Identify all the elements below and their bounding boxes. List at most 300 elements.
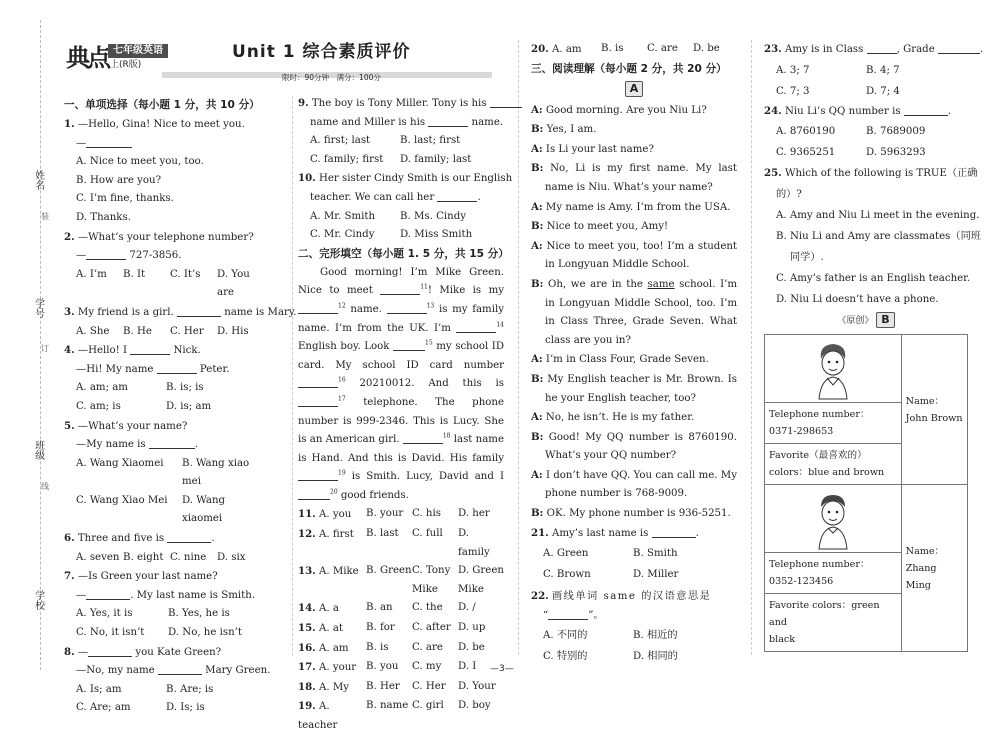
question-number: 9. (298, 97, 309, 109)
question-stem: Niu Li’s QQ number is (784, 105, 904, 117)
option[interactable]: C. 特别的 (543, 651, 588, 663)
question-number: 17. (298, 661, 316, 674)
question-number: 14. (298, 602, 316, 615)
volume-tag: 上(R版) (110, 60, 142, 70)
option[interactable]: C. 9365251 (776, 147, 836, 159)
question-line: — (76, 589, 87, 601)
option[interactable]: A. She (76, 325, 110, 337)
option[interactable]: D. her (458, 508, 490, 520)
option[interactable]: A. Nice to meet you, too. (76, 156, 204, 168)
passage-text: English boy. Look (298, 341, 394, 353)
answer-blank[interactable] (387, 302, 427, 314)
option[interactable]: B. 7689009 (866, 126, 926, 138)
option[interactable]: D. family; last (400, 153, 472, 165)
answer-blank[interactable] (158, 663, 202, 675)
option[interactable]: D. six (217, 551, 246, 563)
option[interactable]: C. Amy’s father is an English teacher. (776, 273, 971, 285)
speaker-label: A: (531, 200, 543, 213)
question-6 (64, 529, 288, 567)
option[interactable]: B. 相近的 (633, 630, 678, 642)
answer-blank[interactable] (490, 96, 522, 108)
favorite-value: blue and brown (808, 467, 885, 479)
option[interactable]: B. Smith (633, 548, 678, 560)
option[interactable]: A. 不同的 (543, 630, 588, 642)
option[interactable]: A. at (318, 623, 343, 635)
question-stem: . (695, 527, 699, 539)
option[interactable]: B. last (366, 528, 399, 540)
favorite-colors-cell (765, 444, 902, 485)
speaker-label: A: (531, 142, 543, 155)
option[interactable]: C. I’m fine, thanks. (76, 193, 174, 205)
answer-blank[interactable] (456, 321, 496, 333)
question-stem: Three and five is (77, 533, 168, 545)
answer-blank[interactable] (157, 362, 197, 374)
answer-blank[interactable] (298, 376, 338, 388)
option[interactable]: A. Is; am (76, 683, 122, 695)
telephone-value: 0352-123456 (769, 576, 834, 588)
option[interactable]: C. No, it isn’t (76, 627, 145, 639)
passage-text: is Smith. Lucy, David and I (345, 471, 504, 483)
speaker-label: B: (531, 220, 544, 233)
option[interactable]: C. It’s (170, 268, 201, 280)
question-stem: —Is Green your last name? (77, 571, 218, 583)
favorite-label: colors： (769, 467, 809, 479)
page-title: Unit 1 综合素质评价 (232, 42, 411, 62)
option[interactable]: A. am (551, 44, 582, 55)
blank-number: 17 (338, 395, 346, 403)
question-8 (64, 643, 288, 718)
reading-dialogue (531, 101, 737, 524)
question-25 (764, 163, 981, 310)
option[interactable]: B. eight (123, 551, 164, 563)
option[interactable]: A. Amy and Niu Li meet in the evening. (776, 210, 980, 222)
passage-text: ! Mike is my (427, 285, 504, 297)
option[interactable]: A. Wang Xiaomei (76, 457, 164, 469)
series-tag: 七年级英语 (108, 44, 168, 58)
avatar-cell (765, 335, 902, 403)
dialogue-text: Oh, we are in the (548, 278, 648, 290)
option[interactable]: D. be (693, 43, 720, 54)
option[interactable]: C. Wang Xiao Mei (76, 494, 168, 506)
option[interactable]: C. his (412, 508, 441, 520)
option[interactable]: D. 相同的 (633, 651, 678, 663)
question-line: Mary Green. (201, 665, 271, 677)
option-group (298, 505, 366, 525)
passage-text: telephone. The phone number is 999-2346. This is Lucy. She is an American girl. (298, 396, 504, 446)
option[interactable]: D. be (458, 641, 485, 653)
dialogue-text: Good morning. Are you Niu Li? (545, 104, 707, 116)
question-stem: —Hello! I (77, 345, 131, 357)
option[interactable]: C. after (412, 622, 451, 634)
option[interactable]: A. am; am (76, 382, 128, 394)
question-21 (531, 524, 737, 586)
dialogue-text: Is Li your last name? (545, 143, 654, 155)
option[interactable]: B. It (123, 268, 146, 280)
option[interactable]: D. Your (458, 680, 496, 692)
question-9 (298, 94, 504, 169)
cloze-options (298, 505, 504, 735)
answer-blank[interactable] (130, 343, 170, 355)
option[interactable]: D. 5963293 (866, 147, 926, 159)
option[interactable]: C. Tony Mike (412, 565, 451, 595)
question-stem: . (211, 533, 215, 545)
option[interactable]: D. His (217, 325, 249, 337)
question-stem: — (77, 646, 89, 658)
question-number: 13. (298, 565, 316, 578)
answer-blank[interactable] (380, 283, 420, 295)
column-divider (751, 40, 752, 655)
column-2 (298, 94, 513, 736)
cloze-passage (298, 264, 504, 506)
dialogue-line (531, 120, 737, 140)
question-number: 11. (298, 508, 316, 521)
answer-blank[interactable] (86, 588, 130, 600)
option[interactable]: A. 8760190 (776, 126, 836, 138)
question-20 (531, 40, 737, 60)
passage-text: last name is Hand. And this is David. His family (298, 434, 504, 464)
telephone-cell (765, 553, 902, 594)
dialogue-text: My English teacher is Mr. Brown. Is he your English teacher, too? (545, 373, 737, 404)
option[interactable]: D. Wang xiaomei (182, 494, 226, 525)
option[interactable]: A. a (318, 603, 339, 615)
option[interactable]: B. Niu Li and Amy are classmates（同班 (776, 231, 981, 243)
option[interactable]: C. are (412, 641, 443, 653)
option[interactable]: C. Mr. Cindy (310, 229, 375, 241)
favorite-value: black (769, 634, 796, 646)
side-label-student-id: 学号 (32, 298, 44, 318)
option[interactable]: A. My (318, 681, 350, 693)
dialogue-line (531, 350, 737, 370)
question-number: 10. (298, 172, 316, 185)
question-number: 12. (298, 528, 316, 541)
option[interactable]: C. the (412, 602, 443, 614)
passage-a-header (531, 79, 737, 101)
answer-blank[interactable] (149, 437, 195, 449)
cloze-option-row (298, 678, 504, 698)
option[interactable]: C. 7; 3 (776, 85, 810, 97)
option-group (298, 658, 366, 678)
option[interactable]: B. is (366, 641, 389, 653)
option[interactable]: D. family (458, 528, 490, 558)
column-1 (64, 96, 297, 718)
speaker-label: A: (531, 411, 543, 424)
dialogue-text: school. I’m in Longyuan Middle School, too. I’m in Class Three, Grade Seven. What class are you in? (545, 278, 737, 346)
option[interactable]: A. seven (76, 551, 120, 563)
cloze-option-row (298, 562, 504, 599)
question-22 (531, 587, 737, 667)
binding-mark: 装 (41, 212, 49, 221)
cloze-option-row (298, 619, 504, 639)
question-number: 7. (64, 570, 75, 583)
passage-text: is my family name. I’m from the UK. I’m (298, 303, 504, 334)
question-7 (64, 567, 288, 642)
answer-blank[interactable] (403, 432, 443, 444)
option[interactable]: B. for (366, 622, 395, 634)
option[interactable]: B. is; is (166, 382, 204, 394)
option[interactable]: C. Her (170, 325, 204, 337)
answer-blank[interactable] (86, 248, 126, 260)
question-23 (764, 40, 984, 102)
answer-blank[interactable] (904, 104, 948, 116)
option-group (298, 697, 366, 735)
option-group (298, 639, 366, 659)
telephone-cell (765, 403, 902, 444)
question-line: name and Miller is his (310, 116, 429, 128)
question-line: teacher. We can call her (310, 191, 438, 203)
blank-number: 20 (330, 488, 338, 496)
option[interactable]: C. family; first (310, 153, 384, 165)
option[interactable]: B. your (366, 508, 404, 520)
question-line: name. (468, 116, 504, 128)
question-stem: 的）? (776, 189, 802, 201)
option[interactable]: B. Ms. Cindy (400, 210, 466, 222)
option[interactable]: D. Niu Li doesn’t have a phone. (776, 294, 939, 306)
question-stem: —Hello, Gina! Nice to meet you. (77, 119, 245, 130)
answer-blank[interactable] (298, 488, 330, 500)
favorite-value: green and (769, 600, 880, 629)
option[interactable]: D. / (458, 602, 476, 614)
option[interactable]: B. is (601, 43, 624, 54)
question-number: 16. (298, 641, 316, 654)
option[interactable]: D. Miller (633, 569, 679, 581)
option[interactable]: A. you (318, 509, 352, 521)
section-title: 三、阅读理解（每小题 2 分，共 20 分） (531, 62, 727, 75)
option[interactable]: D. Thanks. (76, 211, 131, 223)
question-line: . (477, 191, 481, 203)
question-3 (64, 303, 297, 341)
dialogue-line (531, 466, 737, 504)
option[interactable]: B. Are; is (166, 683, 214, 695)
column-3 (531, 40, 737, 667)
question-stem: Which of the following is TRUE（正确 (784, 168, 978, 180)
dialogue-line (531, 275, 737, 350)
column-4 (764, 40, 984, 652)
name-cell (901, 335, 967, 485)
question-stem: name is Mary. (221, 306, 297, 318)
option[interactable]: B. last; first (400, 135, 461, 147)
option[interactable]: A. Yes, it is (76, 608, 133, 620)
question-stem: . (947, 105, 952, 117)
name-label: Name： (905, 395, 945, 407)
option[interactable]: C. full (412, 528, 443, 540)
underlined-word: same (647, 278, 675, 290)
question-stem: —What’s your telephone number? (77, 231, 254, 243)
option[interactable]: D. boy (458, 700, 491, 712)
question-number: 18. (298, 680, 316, 693)
question-number: 19. (298, 700, 316, 713)
option[interactable]: A. Mr. Smith (310, 210, 376, 222)
question-number: 6. (64, 532, 75, 545)
question-number: 3. (64, 305, 75, 318)
passage-text: name. (350, 303, 387, 315)
blank-number: 11 (420, 283, 428, 291)
question-5 (64, 417, 288, 530)
side-label-name: 姓名 (32, 170, 44, 190)
dialogue-text: My name is Amy. I’m from the USA. (545, 201, 731, 213)
passage-text: 20210012. And this is (345, 378, 504, 390)
option-group (298, 678, 366, 698)
dialogue-line (531, 370, 737, 408)
answer-blank[interactable] (867, 42, 897, 54)
question-line: “ (543, 609, 549, 621)
question-stem: Nick. (170, 345, 201, 357)
favorite-label: Favorite（最喜欢的） (769, 450, 867, 462)
question-1 (64, 115, 288, 228)
speaker-label: B: (531, 162, 544, 175)
option[interactable]: D. is; am (166, 400, 212, 412)
question-stem: The boy is Tony Miller. Tony is his (311, 98, 490, 109)
passage-b-header (764, 310, 968, 332)
option[interactable]: D. up (458, 622, 486, 634)
option[interactable]: A. I’m (76, 268, 107, 280)
question-number: 24. (764, 104, 782, 117)
answer-blank[interactable] (437, 190, 477, 202)
question-2 (64, 228, 288, 303)
option[interactable]: A. Mike (318, 566, 359, 578)
option-group (298, 525, 366, 562)
option[interactable]: B. an (366, 602, 393, 614)
option[interactable]: C. girl (412, 700, 444, 712)
binding-mark: 线 (41, 482, 49, 491)
boy-avatar-icon (813, 491, 853, 549)
question-line: —Hi! My name (76, 363, 157, 375)
question-line: . (194, 439, 199, 451)
side-label-class: 班级 (32, 440, 44, 460)
time-score-info: 限时：90分钟 满分：100分 (282, 73, 381, 82)
option[interactable]: C. Brown (543, 569, 591, 581)
option[interactable]: A. teacher (298, 701, 338, 731)
dialogue-text: Nice to meet you, too! I’m a student in Longyuan Middle School. (545, 240, 738, 271)
passage-text: Good morning! I’m Mike Green. Nice to meet (298, 266, 504, 297)
question-24 (764, 102, 968, 164)
blank-number: 18 (442, 432, 451, 440)
passage-badge-a: A (625, 81, 644, 97)
option[interactable]: B. He (123, 325, 152, 337)
name-cell (901, 485, 967, 652)
blank-number: 15 (425, 339, 433, 347)
option[interactable]: B. Green (366, 565, 412, 577)
dialogue-text: OK. My phone number is 936-5251. (546, 508, 731, 520)
speaker-label: B: (531, 507, 544, 520)
option[interactable]: D. Miss Smith (400, 229, 473, 241)
dialogue-line (531, 408, 737, 428)
option[interactable]: D. Is; is (166, 702, 205, 714)
option[interactable]: A. am (318, 642, 349, 654)
name-label: Name： (905, 545, 945, 557)
dialogue-line (531, 428, 737, 466)
passage-badge-b: B (876, 312, 894, 328)
dialogue-text: No, he isn’t. He is my father. (545, 412, 695, 424)
option[interactable]: A. first (318, 529, 354, 541)
question-stem: Amy’s last name is (551, 527, 652, 539)
option[interactable]: D. You are (217, 268, 250, 299)
option[interactable]: C. nine (170, 551, 207, 563)
dialogue-text: I don’t have QQ. You can call me. My phone number is 768-9009. (545, 469, 737, 500)
question-stem: , Grade (896, 44, 938, 55)
question-stem: Her sister Cindy Smith is our English (318, 173, 513, 185)
telephone-label: Telephone number： (769, 409, 870, 421)
question-number: 25. (764, 167, 782, 180)
answer-blank[interactable] (652, 526, 696, 538)
logo-glyph: 典点 (66, 44, 108, 72)
blank-number: 14 (496, 321, 504, 329)
question-stem: My friend is a girl. (77, 306, 177, 318)
answer-blank[interactable] (298, 469, 338, 481)
option[interactable]: B. name (366, 700, 409, 712)
favorite-colors-cell (765, 594, 902, 652)
option[interactable]: B. you (366, 661, 399, 673)
option[interactable]: A. your (318, 662, 357, 674)
option[interactable]: B. Yes, he is (168, 608, 230, 620)
question-line: 727-3856. (126, 250, 182, 262)
option[interactable]: C. Are; am (76, 702, 131, 714)
cloze-option-row (298, 505, 504, 525)
speaker-label: B: (531, 277, 544, 290)
blank-number: 19 (338, 469, 346, 477)
speaker-label: A: (531, 103, 543, 116)
option[interactable]: D. No, he isn’t (168, 627, 243, 639)
option[interactable]: A. Green (543, 548, 589, 560)
option[interactable]: B. Her (366, 680, 400, 692)
question-line: ”。 (588, 609, 604, 621)
column-divider (518, 40, 519, 655)
answer-blank[interactable] (167, 531, 211, 543)
name-value: John Brown (905, 412, 963, 424)
answer-blank[interactable] (938, 42, 980, 54)
original-tag: 《原创》 (837, 316, 874, 327)
answer-blank[interactable] (88, 645, 132, 657)
question-number: 2. (64, 230, 75, 243)
question-line: — (76, 137, 87, 149)
option[interactable]: C. my (412, 661, 442, 673)
option[interactable]: A. first; last (310, 135, 371, 147)
option[interactable]: C. am; is (76, 400, 121, 412)
answer-blank[interactable] (548, 608, 588, 620)
favorite-label: Favorite colors： (769, 600, 852, 612)
option[interactable]: D. 7; 4 (866, 85, 900, 97)
answer-blank[interactable] (428, 115, 468, 127)
binding-mark: 订 (41, 344, 49, 353)
question-number: 4. (64, 344, 75, 357)
option[interactable]: B. Wang xiao mei (182, 457, 250, 488)
option[interactable]: D. I (458, 661, 477, 673)
answer-blank[interactable] (298, 302, 338, 314)
answer-blank[interactable] (298, 395, 338, 407)
option[interactable]: C. are (647, 43, 678, 54)
option-group (298, 599, 366, 619)
avatar-cell (765, 485, 902, 553)
question-number: 5. (64, 419, 75, 432)
option[interactable]: B. How are you? (76, 174, 162, 186)
question-line: — (76, 250, 87, 262)
dialogue-text: Nice to meet you, Amy! (546, 221, 669, 233)
question-line: Peter. (196, 363, 230, 375)
option[interactable]: A. 3; 7 (776, 64, 810, 76)
info-cards-table (764, 334, 968, 652)
speaker-label: A: (531, 239, 543, 252)
answer-blank[interactable] (86, 136, 132, 148)
dialogue-line (531, 217, 737, 237)
option[interactable]: D. Green Mike (458, 565, 504, 595)
answer-blank[interactable] (393, 339, 425, 351)
question-number: 1. (64, 118, 75, 130)
question-4 (64, 341, 288, 416)
speaker-label: A: (531, 353, 543, 366)
option[interactable]: C. Her (412, 680, 446, 692)
option[interactable]: B. 4; 7 (866, 64, 900, 76)
answer-blank[interactable] (177, 305, 221, 317)
question-stem: you Kate Green? (132, 646, 222, 658)
